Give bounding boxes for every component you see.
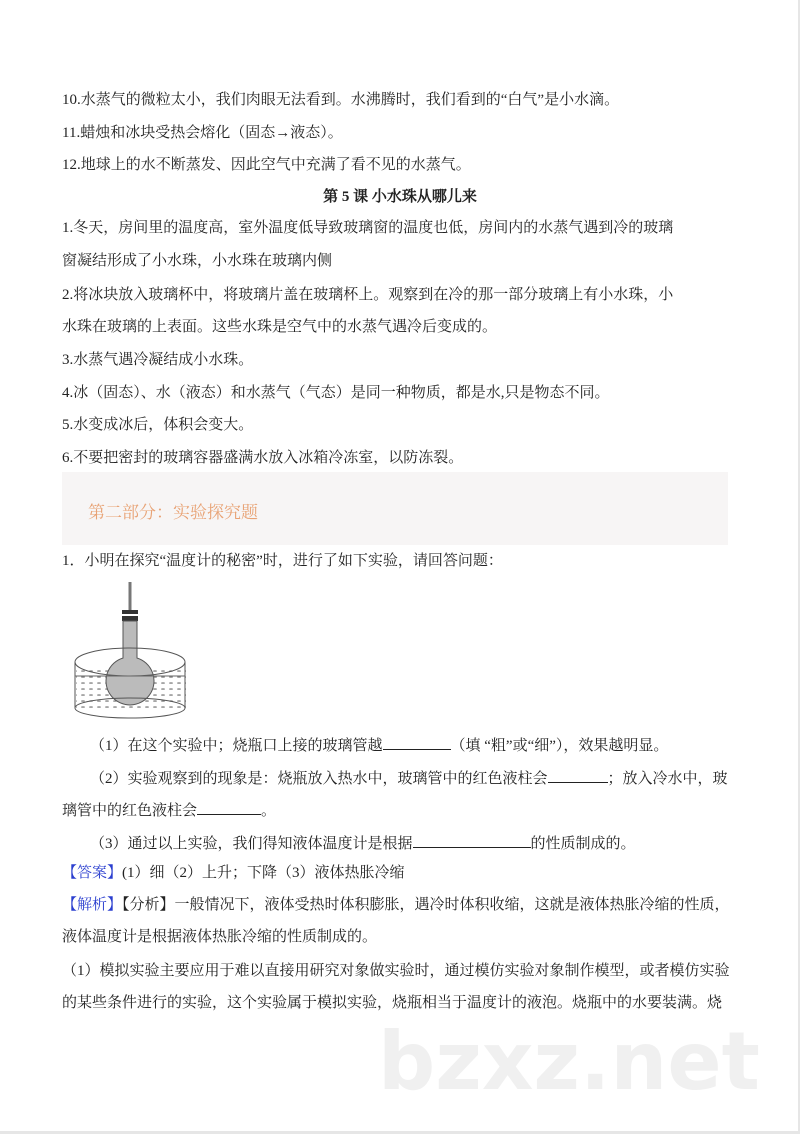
text-line: 3.水蒸气遇冷凝结成小水珠。: [62, 352, 254, 368]
analysis-line: 液体温度计是根据液体热胀冷缩的性质制成的。: [62, 929, 378, 945]
text-line: 1.冬天，房间里的温度高，室外温度低导致玻璃窗的温度也低，房间内的水蒸气遇到冷的玻璃: [62, 220, 674, 236]
answer-blank: [197, 800, 261, 815]
section-title: 第二部分：实验探究题: [88, 503, 258, 523]
watermark: bzxz.net: [378, 1015, 760, 1108]
q1-text-end: （填 “粗”或“细”），效果越明显。: [450, 738, 669, 754]
answer-blank: [383, 735, 451, 750]
text-line: 窗凝结形成了小水珠，小水珠在玻璃内侧: [62, 253, 333, 269]
question-stem: 1．小明在探究“温度计的秘密”时，进行了如下实验，请回答问题：: [62, 553, 503, 569]
section-header: [62, 472, 728, 545]
text-line: 5.水变成冰后，体积会变大。: [62, 417, 254, 433]
text-line: 11.蜡烛和冰块受热会熔化（固态→液态）。: [62, 125, 343, 141]
lesson-title: 第 5 课 小水珠从哪儿来: [323, 189, 477, 205]
q3-text: （3）通过以上实验，我们得知液体温度计是根据: [90, 836, 413, 852]
analysis-text: 【分析】一般情况下，液体受热时体积膨胀，遇冷时体积收缩，这就是液体热胀冷缩的性质，: [122, 897, 730, 913]
analysis-line: （1）模拟实验主要应用于难以直接用研究对象做实验时，通过模仿实验对象制作模型，或者模仿实验: [62, 963, 730, 979]
q2-text-end: 。: [261, 803, 277, 819]
text-line: 12.地球上的水不断蒸发、因此空气中充满了看不见的水蒸气。: [62, 157, 471, 173]
q2-text: （2）实验观察到的现象是：烧瓶放入热水中，玻璃管中的红色液柱会: [90, 771, 548, 787]
answer-blank: [548, 768, 608, 783]
analysis-tag: 【解析】: [62, 897, 123, 913]
text-line: 6.不要把密封的玻璃容器盛满水放入冰箱冷冻室，以防冻裂。: [62, 450, 464, 466]
question-part-1: [90, 735, 668, 756]
text-line: 2.将冰块放入玻璃杯中，将玻璃片盖在玻璃杯上。观察到在冷的那一部分玻璃上有小水珠，小: [62, 287, 674, 303]
q1-text: （1）在这个实验中；烧瓶口上接的玻璃管越: [90, 738, 383, 754]
q2-text-cont: 璃管中的红色液柱会: [62, 803, 198, 819]
question-part-2: [90, 768, 728, 789]
text-line: 4.冰（固态）、水（液态）和水蒸气（气态）是同一种物质，都是水,只是物态不同。: [62, 385, 610, 401]
answer-blank: [413, 833, 531, 848]
question-part-2-cont: [62, 800, 276, 821]
flask-experiment-figure: [72, 578, 192, 723]
answer-text: (1）细（2）上升；下降（3）液体热胀冷缩: [122, 865, 405, 881]
text-line: 10.水蒸气的微粒太小，我们肉眼无法看到。水沸腾时，我们看到的“白气”是小水滴。: [62, 92, 620, 108]
analysis-line: [62, 895, 730, 915]
text-line: 水珠在玻璃的上表面。这些水珠是空气中的水蒸气遇冷后变成的。: [62, 319, 498, 335]
q3-text-end: 的性质制成的。: [530, 836, 636, 852]
answer-line: [62, 863, 405, 883]
analysis-line: 的某些条件进行的实验，这个实验属于模拟实验，烧瓶相当于温度计的液泡。烧瓶中的水要装满。烧: [62, 995, 723, 1011]
question-part-3: [90, 833, 636, 854]
q2-text-mid: ；放入冷水中，玻: [607, 771, 728, 787]
answer-tag: 【答案】: [62, 865, 123, 881]
